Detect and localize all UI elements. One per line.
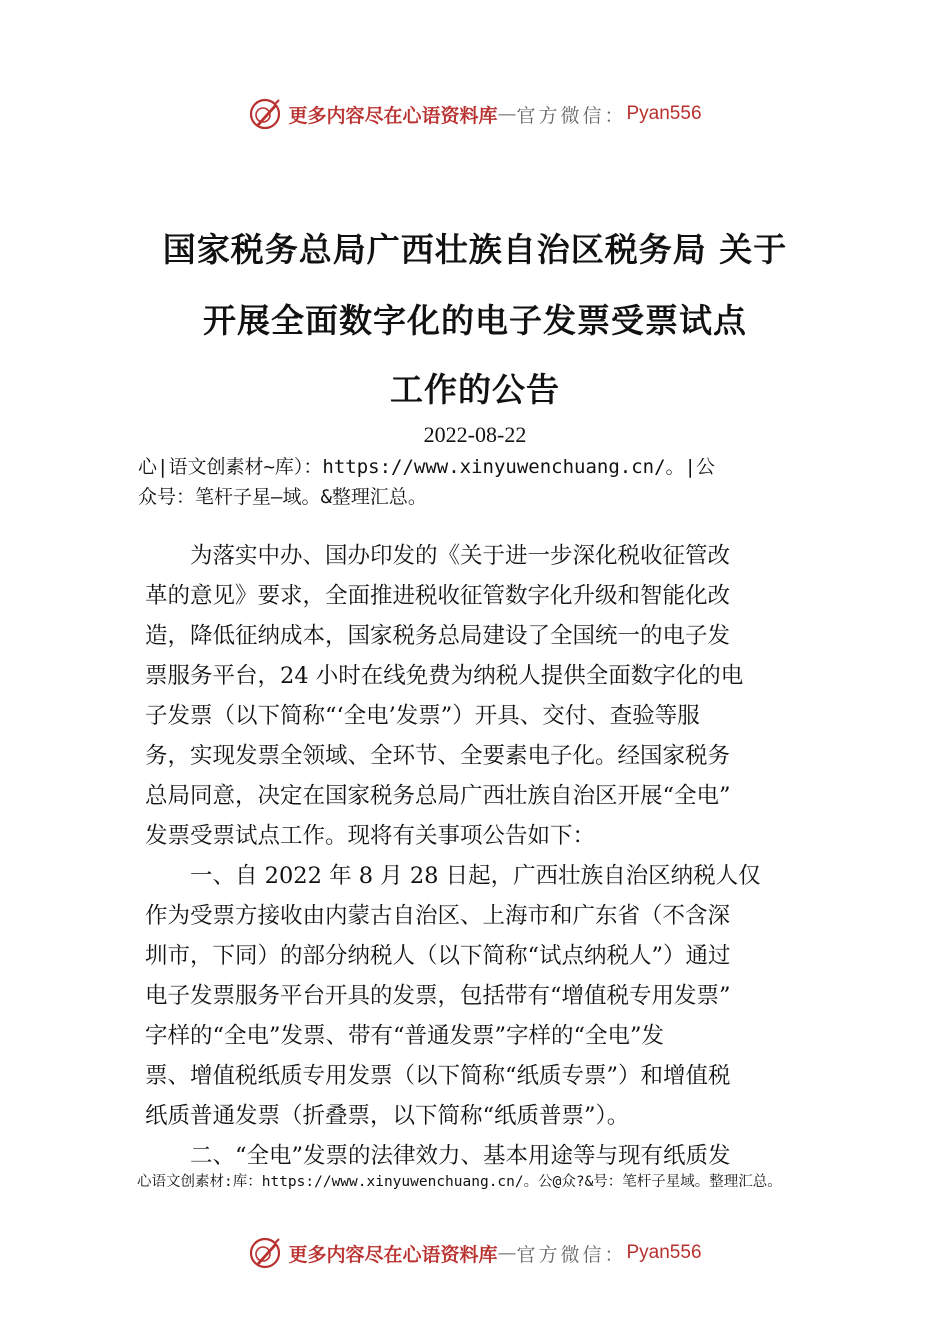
banner-wechat-label: 官方微信： [516,104,627,127]
document-date: 2022-08-22 [423,422,527,447]
body-line: 为落实中办、国办印发的《关于进一步深化税收征管改 [190,543,731,569]
header-banner [0,94,950,134]
pen-logo-icon [248,1236,282,1270]
banner-separator: — [497,103,517,125]
body-line: 一、自 2022 年 8 月 28 日起，广西壮族自治区纳税人仅 [190,863,761,889]
banner-wechat-id: Pyan556 [626,103,702,124]
banner-main-text: 更多内容尽在心语资料库 [288,104,498,127]
body-line: 票、增值税纸质专用发票（以下简称“纸质专票”）和增值税 [145,1063,731,1089]
body-line: 务，实现发票全领域、全环节、全要素电子化。经国家税务 [145,743,731,769]
document-body [145,536,835,1176]
document-title-line-2: 开展全面数字化的电子发票受票试点 [203,301,747,340]
watermark-line-2: 众号：笔杆子星—域。&整理汇总。 [138,486,427,508]
body-line: 圳市，下同）的部分纳税人（以下简称“试点纳税人”）通过 [145,943,731,969]
banner-separator: — [497,1242,517,1264]
pen-logo-icon [248,97,282,131]
body-line: 子发票（以下简称“‘全电’发票”）开具、交付、查验等服 [145,703,700,729]
body-line: 纸质普通发票（折叠票，以下简称“纸质普票”）。 [145,1103,630,1129]
banner-wechat-id: Pyan556 [626,1242,702,1263]
footer-watermark-note: 心语文创素材:库：https://www.xinyuwenchuang.cn/。公@众?&号：笔杆子星域。整理汇总。 [137,1174,782,1190]
body-line: 票服务平台，24 小时在线免费为纳税人提供全面数字化的电 [145,663,744,689]
banner-wechat-label: 官方微信： [516,1243,627,1266]
body-line: 总局同意，决定在国家税务总局广西壮族自治区开展“全电” [145,783,731,809]
body-line: 字样的“全电”发票、带有“普通发票”字样的“全电”发 [145,1023,665,1049]
body-line: 革的意见》要求，全面推进税收征管数字化升级和智能化改 [145,583,731,609]
document-title-line-1: 国家税务总局广西壮族自治区税务局 关于 [162,230,788,269]
banner-main-text: 更多内容尽在心语资料库 [288,1243,498,1266]
watermark-line-1: 心|语文创素材~库）：https://www.xinyuwenchuang.cn/。|公 [138,456,715,478]
body-line: 作为受票方接收由内蒙古自治区、上海市和广东省（不含深 [145,903,731,929]
body-line: 二、“全电”发票的法律效力、基本用途等与现有纸质发 [190,1143,731,1169]
body-line: 造，降低征纳成本，国家税务总局建设了全国统一的电子发 [145,623,731,649]
document-title-line-3: 工作的公告 [390,370,560,409]
footer-banner [0,1233,950,1273]
body-line: 电子发票服务平台开具的发票，包括带有“增值税专用发票” [145,983,731,1009]
body-line: 发票受票试点工作。现将有关事项公告如下： [145,823,596,849]
